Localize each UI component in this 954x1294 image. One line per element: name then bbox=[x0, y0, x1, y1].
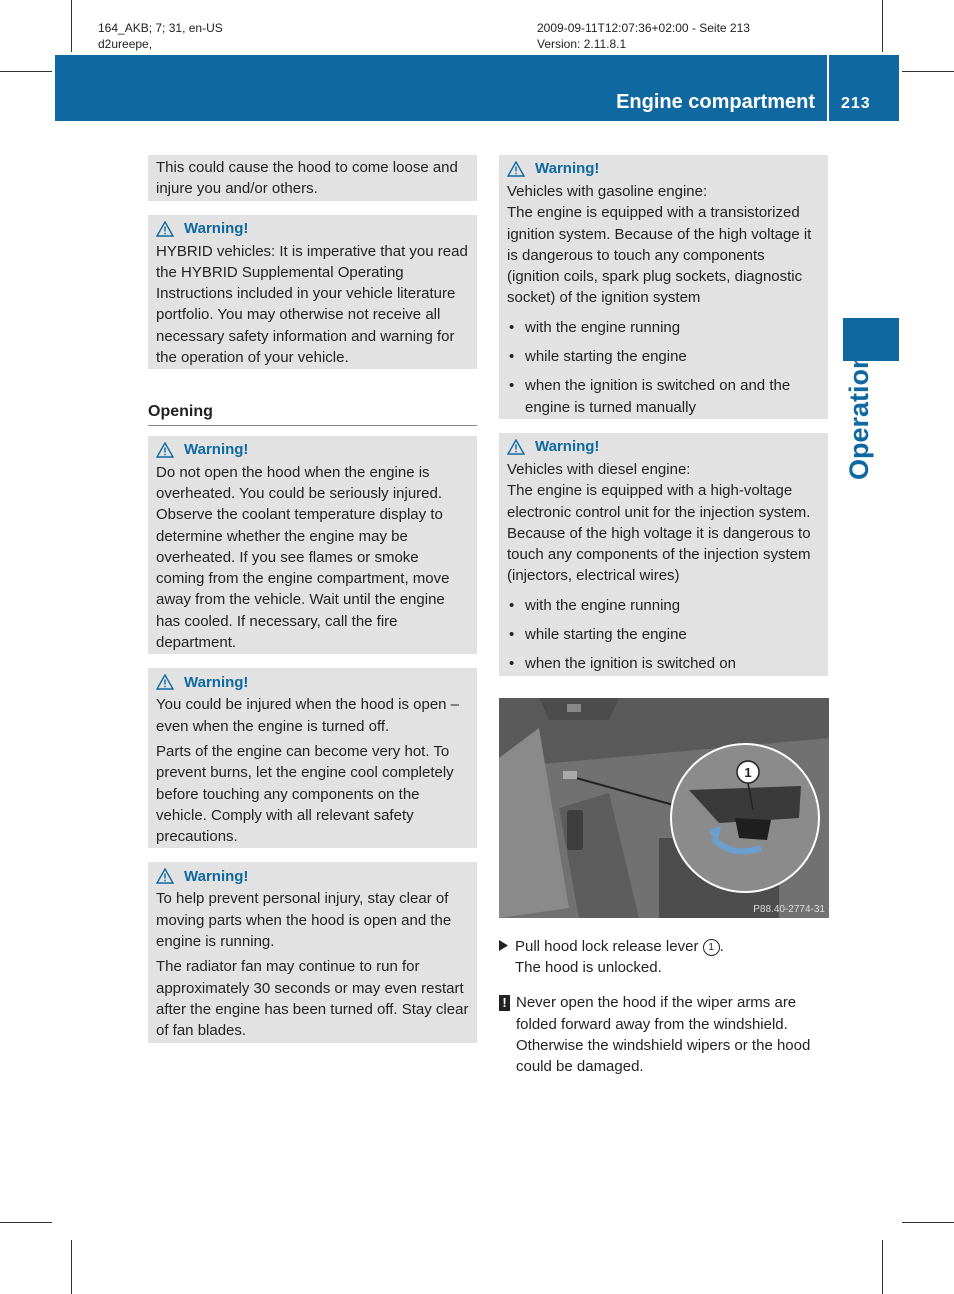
warning-box bbox=[148, 862, 477, 1042]
meta-line: 164_AKB; 7; 31, en-US bbox=[98, 21, 223, 35]
crop-mark bbox=[71, 1240, 72, 1294]
page-title: Engine compartment bbox=[616, 91, 815, 113]
warning-heading bbox=[156, 438, 469, 462]
warning-text: This could cause the hood to come loose and injure you and/or others. bbox=[156, 159, 458, 198]
warning-box bbox=[499, 433, 828, 676]
list-item: • while starting the engine bbox=[507, 624, 820, 645]
crop-mark bbox=[0, 71, 52, 72]
caution-note bbox=[499, 992, 828, 1077]
page-number-box bbox=[829, 55, 899, 121]
list-item-text: while starting the engine bbox=[525, 626, 687, 644]
warning-label: Warning! bbox=[184, 867, 249, 885]
warning-triangle-icon bbox=[507, 161, 525, 177]
image-code: P88.40-2774-31 bbox=[753, 903, 825, 915]
list-item: • with the engine running bbox=[507, 595, 820, 616]
warning-text: You could be injured when the hood is open – even when the engine is turned off. bbox=[156, 696, 460, 735]
crop-mark bbox=[902, 71, 954, 72]
step-ref-number: 1 bbox=[703, 939, 720, 956]
crop-mark bbox=[71, 0, 72, 52]
warning-box bbox=[148, 668, 477, 848]
warning-heading bbox=[507, 157, 820, 181]
warning-triangle-icon bbox=[507, 439, 525, 455]
hood-release-drawing bbox=[499, 698, 829, 918]
note-text: Never open the hood if the wiper arms are folded forward away from the windshield. Otherwise the windshield wipers or the hood could be damaged. bbox=[516, 994, 811, 1076]
page-number: 213 bbox=[841, 95, 871, 112]
list-item-text: when the ignition is switched on and the engine is turned manually bbox=[525, 377, 791, 416]
list-item: • when the ignition is switched on bbox=[507, 653, 820, 674]
meta-line: Version: 2.11.8.1 bbox=[537, 37, 627, 51]
list-item: • with the engine running bbox=[507, 317, 820, 338]
print-meta-right bbox=[537, 20, 750, 52]
warning-text: Parts of the engine can become very hot. To prevent burns, let the engine cool completely before touching any components on the vehicle. Comply with all relevant safety precautions. bbox=[156, 742, 454, 846]
meta-line: d2ureepe, bbox=[98, 37, 153, 51]
warning-text: To help prevent personal injury, stay clear of moving parts when the hood is open and the engine is running. bbox=[156, 890, 452, 951]
list-item: • while starting the engine bbox=[507, 346, 820, 367]
list-item-text: with the engine running bbox=[525, 596, 681, 614]
instruction-step: Pull hood lock release lever 1 . The hood is unlocked. bbox=[499, 936, 828, 979]
hood-release-illustration bbox=[499, 698, 829, 918]
meta-line: 2009-09-11T12:07:36+02:00 - Seite 213 bbox=[537, 21, 750, 35]
warning-text: The radiator fan may continue to run for approximately 30 seconds or may even restart after the engine has been turned off. Stay clear of fan blades. bbox=[156, 958, 469, 1040]
warning-heading bbox=[156, 217, 469, 241]
crop-mark bbox=[0, 1222, 52, 1223]
chapter-label: Operation bbox=[844, 352, 874, 480]
list-item-text: when the ignition is switched on bbox=[525, 655, 736, 673]
warning-intro: Vehicles with diesel engine: bbox=[507, 460, 691, 478]
warning-intro: Vehicles with gasoline engine: bbox=[507, 183, 708, 200]
warning-box bbox=[499, 155, 828, 419]
list-item-text: with the engine running bbox=[525, 318, 681, 336]
warning-heading bbox=[156, 864, 469, 888]
warning-label: Warning! bbox=[535, 160, 600, 178]
exclamation-icon: ! bbox=[499, 992, 516, 1077]
list-item: • when the ignition is switched on and the engine is turned manually bbox=[507, 375, 820, 418]
warning-triangle-icon bbox=[156, 868, 174, 884]
header-bar bbox=[55, 55, 827, 121]
section-heading-opening: Opening bbox=[148, 401, 477, 425]
print-meta-left bbox=[98, 20, 223, 52]
right-column bbox=[499, 155, 828, 1077]
warning-heading bbox=[156, 670, 469, 694]
warning-label: Warning! bbox=[184, 441, 249, 459]
warning-text: HYBRID vehicles: It is imperative that you read the HYBRID Supplemental Operating Instructions included in your vehicle literature portfolio. You may otherwise not receive all necessary safety information and warning for the operation of your vehicle. bbox=[156, 242, 468, 367]
list-item-text: while starting the engine bbox=[525, 348, 687, 366]
crop-mark bbox=[902, 1222, 954, 1223]
callout-number: 1 bbox=[744, 764, 752, 780]
warning-triangle-icon bbox=[156, 221, 174, 237]
warning-box bbox=[148, 215, 477, 370]
warning-heading bbox=[507, 435, 820, 459]
warning-label: Warning! bbox=[535, 438, 600, 456]
warning-label: Warning! bbox=[184, 219, 249, 237]
step-result: The hood is unlocked. bbox=[515, 958, 662, 976]
step-arrow-icon bbox=[499, 936, 515, 979]
warning-text: The engine is equipped with a high-voltage electronic control unit for the injection system. Because of the high voltage it is dangerous to touch any components of the injection system (injectors, electrical wires) bbox=[507, 482, 811, 585]
left-column bbox=[148, 155, 477, 1057]
step-text: Pull hood lock release lever bbox=[515, 937, 699, 955]
warning-text: The engine is equipped with a transistorized ignition system. Because of the high voltage it is dangerous to touch any components (ignition coils, spark plug sockets, diagnostic socket) of the ignition system bbox=[507, 204, 812, 307]
continued-warning-box bbox=[148, 155, 477, 201]
warning-label: Warning! bbox=[184, 673, 249, 691]
warning-triangle-icon bbox=[156, 442, 174, 458]
warning-triangle-icon bbox=[156, 674, 174, 690]
crop-mark bbox=[882, 1240, 883, 1294]
crop-mark bbox=[882, 0, 883, 52]
warning-text: Do not open the hood when the engine is overheated. You could be seriously injured. Observe the coolant temperature display to determine whether the engine may be overheated. If you see flames or smoke coming from the engine compartment, move away from the vehicle. Wait until the engine has cooled. If necessary, call the fire department. bbox=[156, 463, 450, 652]
warning-box bbox=[148, 436, 477, 655]
